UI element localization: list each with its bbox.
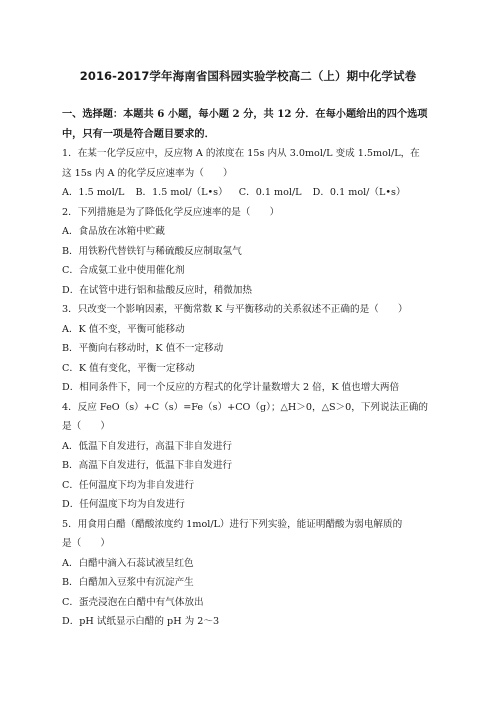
option-row bbox=[62, 183, 434, 203]
option-d: D．0.1 mol/（L•s） bbox=[312, 187, 406, 198]
option-b: B．用铁粉代替铁钉与稀硫酸反应制取氢气 bbox=[62, 245, 242, 257]
option-d: D．在试管中进行铝和盐酸反应时，稍微加热 bbox=[62, 284, 252, 296]
section-heading-line-2: 中，只有一项是符合题目要求的． bbox=[62, 128, 215, 140]
question-stem: 这 15s 内 A 的化学反应速率为（ ） bbox=[62, 167, 233, 179]
option-c: C．蛋壳浸泡在白醋中有气体放出 bbox=[62, 596, 204, 608]
option-d: D．相同条件下，同一个反应的方程式的化学计量数增大 2 倍，K 值也增大两倍 bbox=[62, 382, 400, 393]
question-list bbox=[62, 144, 434, 632]
option-b: B．1.5 mol/（L•s） bbox=[135, 187, 228, 198]
option-c: C．任何温度下均为非自发进行 bbox=[62, 479, 195, 491]
option-a: A．1.5 mol/L bbox=[62, 187, 125, 198]
question-5 bbox=[62, 515, 434, 632]
option-a: A．白醋中滴入石蕊试液呈红色 bbox=[62, 557, 194, 569]
question-stem: 2．下列措施是为了降低化学反应速率的是（ ） bbox=[62, 206, 280, 218]
option-c: C．0.1 mol/L bbox=[238, 187, 302, 198]
option-a: A．低温下自发进行，高温下非自发进行 bbox=[62, 440, 233, 452]
option-a: A．K 值不变，平衡可能移动 bbox=[62, 323, 185, 335]
question-stem: 3．只改变一个影响因素，平衡常数 K 与平衡移动的关系叙述不正确的是（ ） bbox=[62, 304, 408, 315]
question-stem: 1．在某一化学反应中，反应物 A 的浓度在 15s 内从 3.0mol/L 变成 1.5mol/L，在 bbox=[62, 148, 420, 159]
option-b: B．平衡向右移动时，K 值不一定移动 bbox=[62, 343, 224, 354]
question-stem: 4．反应 FeO（s）+C（s）=Fe（s）+CO（g）；△H＞0，△S＞0，下列说法正确的 bbox=[62, 401, 428, 413]
question-2 bbox=[62, 203, 434, 301]
option-b: B．高温下自发进行，低温下非自发进行 bbox=[62, 460, 233, 471]
option-c: C．合成氨工业中使用催化剂 bbox=[62, 265, 185, 276]
option-a: A．食品放在冰箱中贮藏 bbox=[62, 226, 165, 237]
page-title: 2016-2017学年海南省国科园实验学校高二（上）期中化学试卷 bbox=[79, 69, 417, 83]
question-1 bbox=[62, 144, 434, 203]
option-c: C．K 值有变化，平衡一定移动 bbox=[62, 362, 195, 374]
question-stem: 是（ ） bbox=[62, 421, 110, 432]
question-stem: 是（ ） bbox=[62, 538, 110, 549]
question-3 bbox=[62, 300, 434, 398]
question-stem: 5．用食用白醋（醋酸浓度约 1mol/L）进行下列实验，能证明醋酸为弱电解质的 bbox=[62, 518, 403, 530]
option-d: D．任何温度下均为自发进行 bbox=[62, 499, 185, 510]
option-b: B．白醋加入豆浆中有沉淀产生 bbox=[62, 577, 194, 588]
option-d: D．pH 试纸显示白醋的 pH 为 2～3 bbox=[62, 616, 220, 627]
section-heading bbox=[62, 104, 438, 144]
question-4 bbox=[62, 398, 434, 515]
section-heading-line-1: 一、选择题：本题共 6 小题，每小题 2 分，共 12 分．在每小题给出的四个选项 bbox=[62, 108, 428, 120]
